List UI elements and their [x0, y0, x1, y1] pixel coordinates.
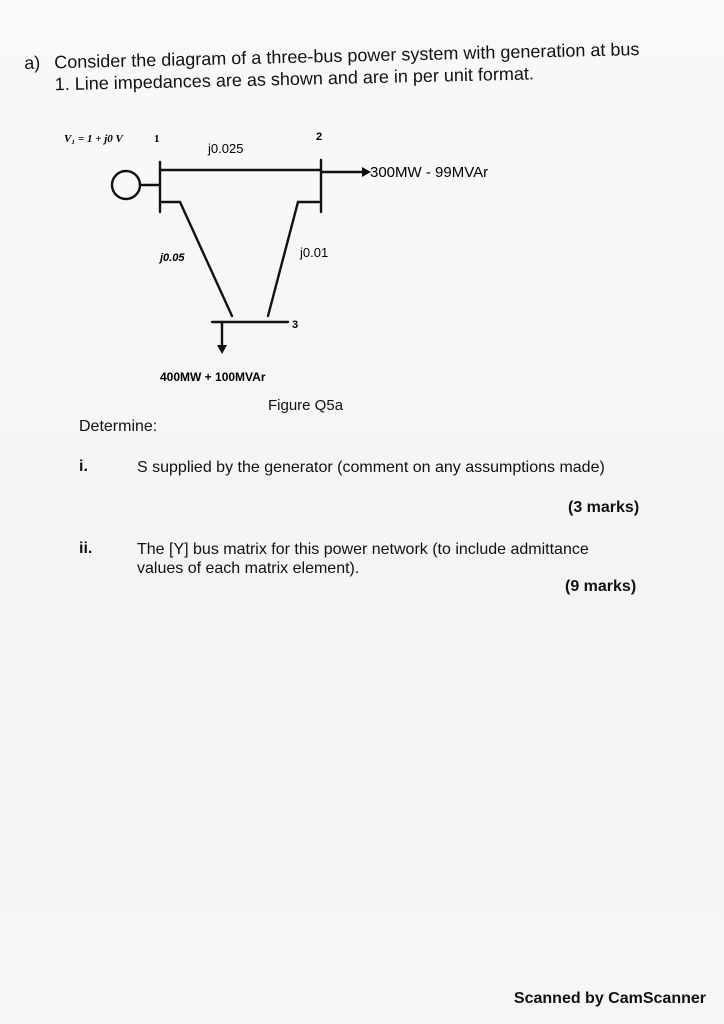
- load-2-label: 300MW - 99MVAr: [370, 164, 489, 181]
- generator-symbol: [112, 171, 140, 199]
- load-3-arrowhead: [217, 345, 227, 354]
- bus-1-label: 1: [154, 133, 160, 145]
- figure-caption: Figure Q5a: [268, 397, 344, 414]
- part-label: a): [24, 52, 41, 73]
- bus-2-label: 2: [316, 131, 323, 143]
- item-1-number: i.: [79, 458, 88, 475]
- three-bus-diagram: [0, 110, 724, 400]
- bus-3-label: 3: [292, 319, 299, 331]
- intro-line-1: Consider the diagram of a three-bus power system with generation at bus: [54, 39, 640, 73]
- item-1-marks: (3 marks): [568, 499, 640, 516]
- intro-line-2: 1. Line impedances are as shown and are in per unit format.: [54, 63, 535, 95]
- z23-label: j0.01: [300, 245, 329, 260]
- z12-label: j0.025: [208, 141, 244, 156]
- item-2-number: ii.: [79, 540, 93, 557]
- item-2-marks: (9 marks): [565, 578, 637, 595]
- item-1-text: S supplied by the generator (comment on any assumptions made): [137, 459, 605, 476]
- z13-label: j0.05: [160, 252, 185, 264]
- determine-label: Determine:: [79, 418, 158, 435]
- scanner-watermark: Scanned by CamScanner: [513, 990, 706, 1007]
- load-3-label: 400MW + 100MVAr: [160, 370, 266, 384]
- item-2-text: The [Y] bus matrix for this power network (to include admittance values of each matrix element).: [137, 541, 589, 577]
- v1-label: V₁ = 1 + j0 V: [64, 133, 123, 145]
